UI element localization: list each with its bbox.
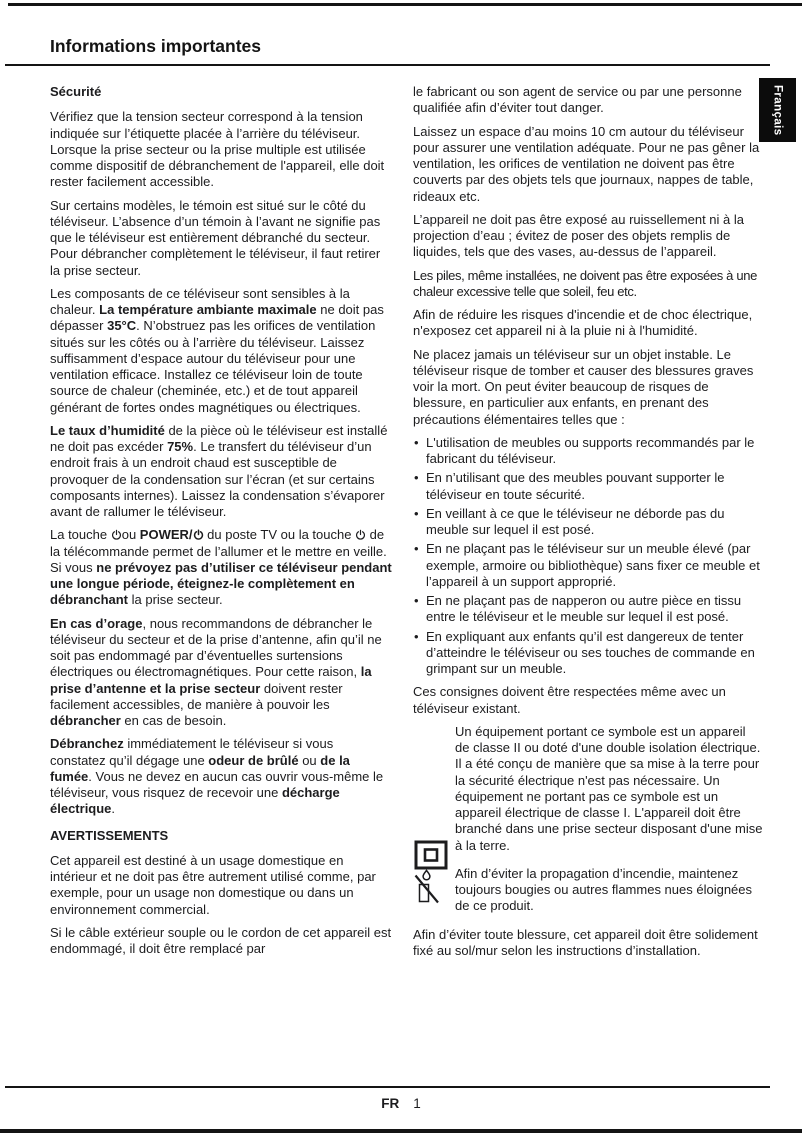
text-run-bold: 35°C (107, 318, 137, 334)
power-icon (111, 529, 122, 541)
section-heading-securite: Sécurité (50, 84, 102, 99)
text-run: de la pièce où le téléviseur est installé ne doit pas excéder (50, 422, 388, 454)
page-title: Informations importantes (50, 36, 261, 56)
paragraph: Afin de réduire les risques d'incendie et de choc électrique, n'exposez cet appareil ni à la pluie ni à l'humidité. (413, 307, 753, 339)
paragraph: Les piles, même installées, ne doivent pas être exposées à une chaleur excessive telle que soleil, feu etc. (413, 267, 757, 299)
text-run: POWER/ (139, 527, 193, 543)
list-item: • En ne plaçant pas de napperon ou autre pièce en tissu entre le téléviseur et le meuble sur lequel il est posé. (413, 593, 763, 626)
content-columns (50, 84, 763, 959)
text-run-bold: débrancher (50, 713, 121, 728)
safety-bullet-list (413, 435, 763, 678)
paragraph: Laissez un espace d’au moins 10 cm autour du téléviseur pour assurer une ventilation adéquate. Pour ne pas gêner la ventilation, les orifices de ventilation ne doivent pas être couverts par des objets tels que journaux, nappes de table, rideaux etc. (413, 123, 760, 204)
text-run: en cas de besoin. (120, 713, 227, 728)
text-run: immédiatement le téléviseur si vous constatez qu’il dégage une (50, 736, 334, 768)
list-item: • En veillant à ce que le téléviseur ne déborde pas du meuble sur lequel il est posé. (413, 506, 763, 539)
paragraph: Si le câble extérieur souple ou le cordon de cet appareil est endommagé, il doit être remplacé par (50, 924, 392, 956)
text-run-bold: ne prévoyez pas d’utiliser ce téléviseur pendant une longue période, éteignez-le complètement en débranchant (50, 559, 392, 608)
section-heading-avertissements: AVERTISSEMENTS (50, 827, 169, 843)
paragraph (50, 736, 392, 817)
paragraph: Ces consignes doivent être respectées même avec un téléviseur existant. (413, 684, 726, 716)
text-run: Les composants de ce téléviseur sont sensibles à la chaleur. (50, 285, 350, 317)
left-column (50, 84, 392, 959)
paragraph (50, 423, 392, 521)
paragraph: L’appareil ne doit pas être exposé au ruissellement ni à la projection d’eau ; évitez de poser des objets remplis de liquides, tels que des vases, au-dessus de l’appareil. (413, 211, 744, 260)
text-run-bold: décharge électrique (50, 785, 340, 817)
text-run: ne doit pas dépasser (50, 302, 384, 334)
list-item: • En expliquant aux enfants qu’il est dangereux de tenter d’atteindre le téléviseur ou ses touches de commande en grimpant sur un meuble. (413, 629, 763, 678)
text-run: de la télécommande permet de l’allumer et le mettre en veille. Si vous (50, 527, 387, 575)
footer-page-number: 1 (413, 1096, 421, 1111)
text-run: . Vous ne devez en aucun cas ouvrir vous-même le téléviseur, vous risquez de recevoir une (50, 768, 384, 800)
page-bottom-rule (0, 1129, 802, 1133)
text-run: , nous recommandons de débrancher le téléviseur du secteur et de la prise d’antenne, afin qu’il ne soit pas endommagé par d’éventuelles surtensions électriques ou électromagnétiques. Pour cette raison, (50, 615, 382, 680)
class-ii-note (413, 724, 763, 854)
text-run: . (111, 801, 116, 817)
text-run: Afin d’éviter la propagation d’incendie, maintenez toujours bougies ou autres flammes nues éloignées de ce produit. (455, 865, 753, 914)
text-run-bold: La température ambiante maximale (99, 302, 317, 317)
paragraph: le fabricant ou son agent de service ou par une personne qualifiée afin d’éviter tout danger. (413, 84, 742, 116)
text-run-bold: la prise d’antenne et la prise secteur (50, 664, 372, 696)
right-column (413, 84, 763, 959)
text-run: . Le transfert du téléviseur d’un endroit frais à un endroit chaud est susceptible de provoquer de la condensation sur l’écran (et sur certains composants internes). Laissez la condensation s’évaporer avant de rallumer le téléviseur. (50, 439, 385, 519)
power-icon (355, 529, 366, 541)
page-top-rule (8, 3, 802, 6)
paragraph: Cet appareil est destiné à un usage domestique en intérieur et ne doit pas être autrement utilisé comme, par exemple, pour un usage non domestique ou dans un environnement commercial. (50, 852, 376, 917)
paragraph (50, 616, 392, 730)
paragraph: Sur certains modèles, le témoin est situé sur le côté du téléviseur. L’absence d’un témoin à l’avant ne signifie pas que le téléviseur est entièrement débranché du secteur. Pour débrancher complètement le téléviseur, il faut retirer la prise secteur. (50, 197, 381, 278)
list-item: • L'utilisation de meubles ou supports recommandés par le fabricant du téléviseur. (413, 435, 763, 468)
paragraph: Vérifiez que la tension secteur correspond à la tension indiquée sur l’étiquette placée à l’arrière du téléviseur. Lorsque la prise secteur ou la prise multiple est utilisée comme dispositif de débranchement de l'appareil, elle doit rester facilement accessible. (50, 109, 385, 190)
footer-language-code: FR (381, 1096, 400, 1111)
no-open-flame-candle-icon (414, 868, 440, 910)
text-run: Un équipement portant ce symbole est un appareil de classe II ou doté d'une double isolation électrique. Il a été conçu de manière que sa mise à la terre pour la sécurité électrique n'est pas nécessaire. Un équipement ne portant pas ce symbole est un appareil électrique de classe I. L'appareil doit être branché dans une prise secteur disposant d'une mise à la terre. (455, 723, 763, 853)
text-run-bold: 75% (167, 439, 194, 454)
title-divider (5, 64, 770, 66)
footer-divider (5, 1086, 770, 1088)
language-tab-label: Français (771, 84, 784, 136)
text-run-bold: Débranchez (50, 736, 124, 752)
text-run-bold: de la fumée (50, 752, 350, 784)
text-run-bold: En cas d’orage (50, 615, 143, 631)
paragraph (50, 286, 392, 416)
paragraph: Ne placez jamais un téléviseur sur un objet instable. Le téléviseur risque de tomber et causer des blessures graves voir la mort. On peut éviter beaucoup de risques de blessure, en particulier aux enfants, en prenant des précautions élémentaires telles que : (413, 346, 754, 427)
list-item: • En ne plaçant pas le téléviseur sur un meuble élevé (par exemple, armoire ou bibliothèque) sans fixer ce meuble et l’appareil à un support approprié. (413, 541, 763, 590)
text-run: ou (121, 527, 140, 543)
power-icon (193, 529, 204, 541)
list-item: • En n’utilisant que des meubles pouvant supporter le téléviseur en toute sécurité. (413, 470, 763, 503)
paragraph: Afin d’éviter toute blessure, cet appareil doit être solidement fixé au sol/mur selon les instructions d’installation. (413, 926, 758, 958)
text-run: doivent rester facilement accessibles, de manière à pouvoir les (50, 680, 343, 712)
text-run-bold: Le taux d’humidité (50, 422, 165, 438)
text-run: la prise secteur. (128, 592, 223, 608)
text-run: La touche (50, 527, 111, 543)
page-footer (0, 1096, 802, 1111)
paragraph-power (50, 527, 392, 608)
text-run: ou (298, 752, 321, 768)
text-run-bold (140, 527, 204, 542)
text-run-bold: odeur de brûlé (208, 752, 299, 768)
open-flame-warning (413, 866, 763, 915)
text-run: du poste TV ou la touche (203, 527, 356, 543)
language-tab (759, 78, 796, 142)
text-run: . N’obstruez pas les orifices de ventilation situés sur les côtés ou à l’arrière du téléviseur. Laissez suffisamment d’espace autour du téléviseur pour une ventilation efficace. Installez ce téléviseur loin de toute source de chaleur (cheminée, etc.) et de tout appareil générant de fortes ondes magnétiques ou électriques. (50, 318, 376, 415)
